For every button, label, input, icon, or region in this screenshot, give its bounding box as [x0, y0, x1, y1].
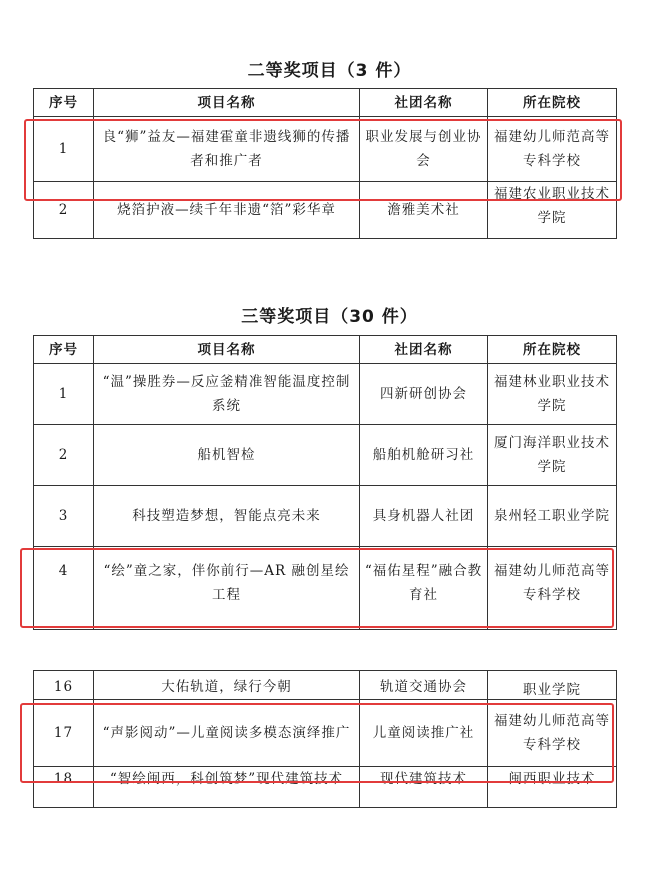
row-club-name: “福佑星程”融合教育社: [360, 547, 488, 630]
row-project-name: “声影阅动”—儿童阅读多模态演绎推广: [94, 700, 360, 767]
row-project-name: 烧箔护液—续千年非遗“箔”彩华章: [94, 182, 360, 239]
row-school: 福建幼儿师范高等专科学校: [488, 547, 617, 630]
row-no: 1: [34, 117, 94, 182]
row-project-name: 科技塑造梦想，智能点亮未来: [94, 486, 360, 547]
row-project-name: “智绘闽西，科创筑梦”现代建筑技术: [94, 767, 360, 808]
header-club-name: 社团名称: [360, 336, 488, 364]
section-title-third-prize: 三等奖项目（30 件）: [241, 307, 418, 327]
row-school: 福建农业职业技术学院: [488, 182, 617, 239]
row-project-name: “温”操胜券—反应釜精准智能温度控制系统: [94, 364, 360, 425]
row-school: 福建幼儿师范高等专科学校: [488, 700, 617, 767]
row-no: 4: [34, 547, 94, 630]
row-club-name: 轨道交通协会: [360, 671, 488, 700]
row-school: 闽西职业技术: [488, 767, 617, 808]
row-club-name: 现代建筑技术: [360, 767, 488, 808]
highlight-box: [24, 119, 622, 201]
table-row: [34, 486, 617, 547]
row-no: 3: [34, 486, 94, 547]
header-school: 所在院校: [488, 89, 617, 117]
row-school: 福建林业职业技术学院: [488, 364, 617, 425]
header-club-name: 社团名称: [360, 89, 488, 117]
row-no: 18: [34, 767, 94, 808]
table-row: [34, 671, 617, 700]
highlight-box: [20, 548, 614, 628]
header-no: 序号: [34, 89, 94, 117]
table-row: [34, 364, 617, 425]
row-no: 2: [34, 182, 94, 239]
row-club-name: 澹雅美术社: [360, 182, 488, 239]
row-project-name: 良“狮”益友—福建霍童非遗线狮的传播者和推广者: [94, 117, 360, 182]
row-no: 16: [34, 671, 94, 700]
highlight-box: [20, 703, 614, 783]
row-school: 福建幼儿师范高等专科学校: [488, 117, 617, 182]
header-project-name: 项目名称: [94, 336, 360, 364]
row-school: 泉州轻工职业学院: [488, 486, 617, 547]
row-club-name: 船舶机舱研习社: [360, 425, 488, 486]
header-project-name: 项目名称: [94, 89, 360, 117]
header-no: 序号: [34, 336, 94, 364]
row-no: 1: [34, 364, 94, 425]
section-title-second-prize: 二等奖项目（3 件）: [247, 61, 412, 81]
row-project-name: 大佑轨道，绿行今朝: [94, 671, 360, 700]
row-club-name: 具身机器人社团: [360, 486, 488, 547]
page-gap: [0, 630, 659, 665]
header-school: 所在院校: [488, 336, 617, 364]
row-no: 2: [34, 425, 94, 486]
row-club-name: 职业发展与创业协会: [360, 117, 488, 182]
row-club-name: 儿童阅读推广社: [360, 700, 488, 767]
row-project-name: “绘”童之家，伴你前行—AR 融创星绘工程: [94, 547, 360, 630]
row-school: 职业学院: [488, 671, 617, 700]
page-gap: [0, 814, 659, 880]
row-project-name: 船机智检: [94, 425, 360, 486]
row-club-name: 四新研创协会: [360, 364, 488, 425]
page-gap: [0, 240, 659, 295]
row-school: 厦门海洋职业技术学院: [488, 425, 617, 486]
table-row: [34, 425, 617, 486]
row-no: 17: [34, 700, 94, 767]
